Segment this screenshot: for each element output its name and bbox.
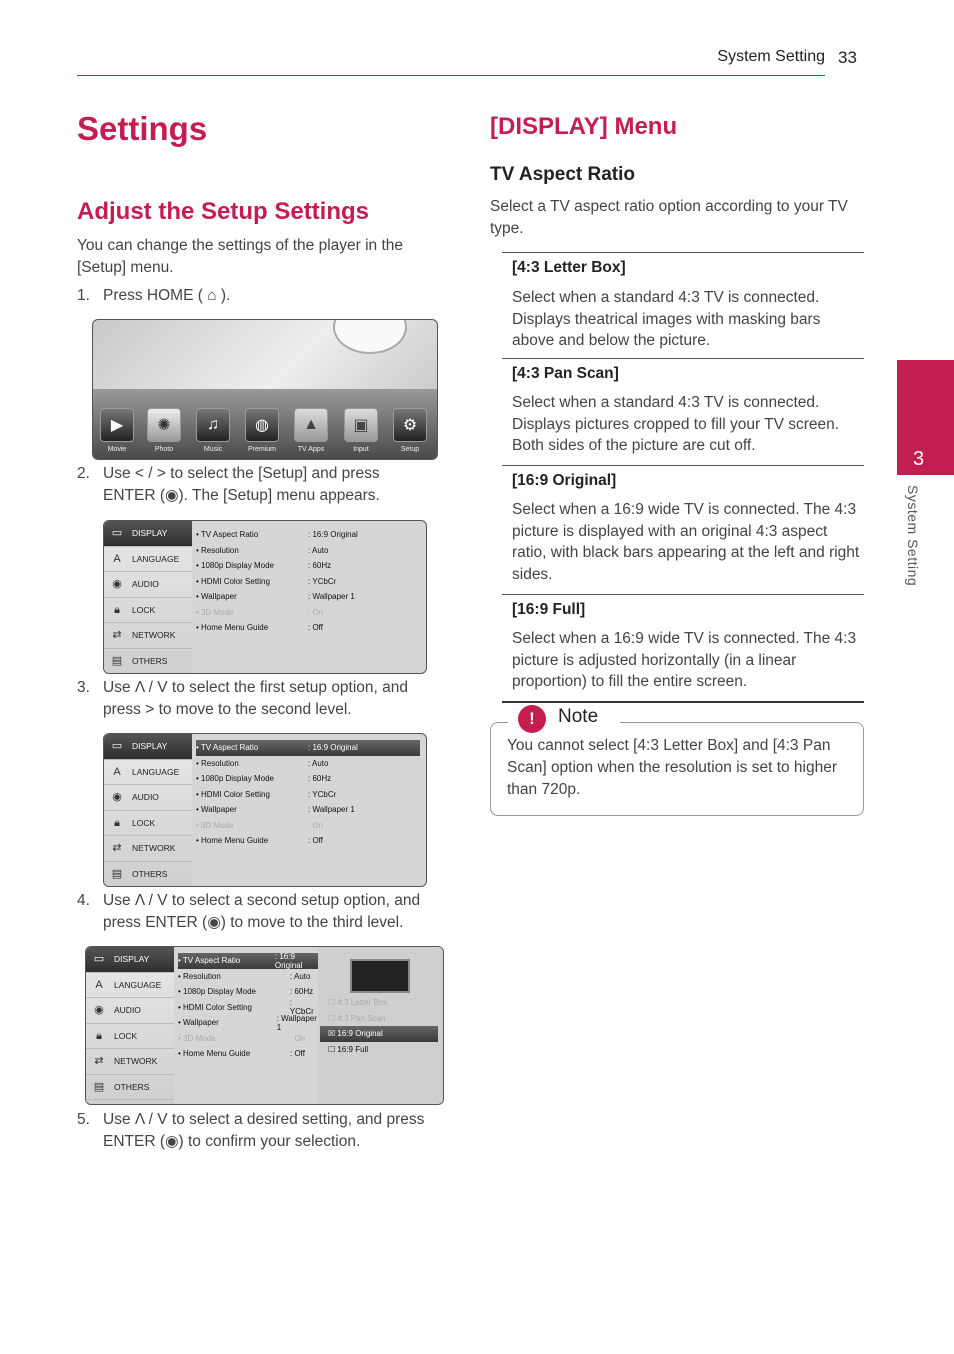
sidebar-item-network[interactable]: ⇄ NETWORK xyxy=(86,1049,174,1075)
lock-icon: 🔒︎ xyxy=(114,603,120,616)
sidebar-item-display[interactable]: ▭ DISPLAY xyxy=(86,947,174,973)
option-row[interactable]: • Wallpaper : Wallpaper 1 xyxy=(178,1013,317,1032)
home-item-premium[interactable]: ◍ Premium xyxy=(238,408,286,453)
header-rule xyxy=(77,75,825,76)
step-5: 5. Use Λ / V to select a desired setting, and press ENTER (◉) to confirm your selection. xyxy=(77,1109,457,1131)
network-icon: ⇄ xyxy=(112,842,122,855)
option-row-selected[interactable]: • TV Aspect Ratio : 16:9 Original xyxy=(196,740,420,756)
sidebar-item-others[interactable]: ▤ OTHERS xyxy=(104,862,192,888)
note-text: You cannot select [4:3 Letter Box] and [4:3 Pan Scan] option when the resolution is set to higher than 720p. xyxy=(507,737,838,798)
row-title: [4:3 Letter Box] xyxy=(512,259,626,276)
setup-menu-screenshot-2 xyxy=(103,733,427,887)
step-text: ENTER (◉). The [Setup] menu appears. xyxy=(103,487,380,504)
movie-icon: ▶ xyxy=(100,408,134,442)
setup-menu-screenshot-3 xyxy=(85,946,444,1105)
option-row[interactable]: • Wallpaper : Wallpaper 1 xyxy=(196,805,355,815)
option-table-row xyxy=(502,465,864,595)
step-text: Use Λ / V to select a second setup option, and xyxy=(103,892,421,909)
option-table-row xyxy=(502,252,864,359)
music-icon: ♫ xyxy=(196,408,230,442)
audio-icon: ◉ xyxy=(94,1004,104,1017)
step-4: 4. Use Λ / V to select a second setup option, and press ENTER (◉) to move to the third level. xyxy=(77,890,457,912)
option-row[interactable]: • Resolution : Auto xyxy=(196,545,329,555)
setup-menu-screenshot-1 xyxy=(103,520,427,674)
step-1 xyxy=(77,285,231,307)
option-table-row xyxy=(502,358,864,466)
step-text: ENTER (◉) to confirm your selection. xyxy=(103,1133,361,1150)
language-icon: A xyxy=(113,552,121,565)
others-icon: ▤ xyxy=(111,654,123,667)
home-item-music[interactable]: ♫ Music xyxy=(189,408,237,453)
network-icon: ⇄ xyxy=(94,1055,104,1068)
network-icon: ⇄ xyxy=(112,629,122,642)
row-text: Select when a 16:9 wide TV is connected. The 4:3 picture is displayed with an original 4:3 aspect ratio, with black bars appearing at the left and right sides. xyxy=(512,501,860,583)
sidebar-item-display[interactable]: ▭ DISPLAY xyxy=(104,734,192,760)
sidebar-item-lock[interactable]: 🔒︎ LOCK xyxy=(86,1024,174,1050)
chapter-label: System Setting xyxy=(905,485,921,587)
option-row-selected[interactable]: • TV Aspect Ratio : 16:9 Original xyxy=(178,953,318,969)
home-item-photo[interactable]: ✺ Photo xyxy=(140,408,188,453)
home-item-movie[interactable]: ▶ Movie xyxy=(93,408,141,453)
sub-option-selected[interactable]: ☒ 16:9 Original xyxy=(320,1026,438,1042)
option-row[interactable]: • 1080p Display Mode : 60Hz xyxy=(196,561,332,571)
sub-option[interactable]: ☐ 16:9 Full xyxy=(328,1044,369,1054)
home-item-input[interactable]: ▣ Input xyxy=(337,408,385,453)
disc-graphic xyxy=(333,319,407,354)
row-title: [16:9 Original] xyxy=(512,472,617,489)
option-row[interactable]: • Home Menu Guide : Off xyxy=(196,836,323,846)
home-item-setup[interactable]: ⚙ Setup xyxy=(386,408,434,453)
gear-icon: ⚙ xyxy=(393,408,427,442)
option-row[interactable]: • Wallpaper : Wallpaper 1 xyxy=(196,592,355,602)
option-row[interactable]: • Home Menu Guide : Off xyxy=(178,1049,305,1059)
row-text: Select when a 16:9 wide TV is connected. The 4:3 picture is adjusted horizontally (in a linear proportion) to fill the entire screen. xyxy=(512,630,857,690)
sidebar-item-network[interactable]: ⇄ NETWORK xyxy=(104,836,192,862)
home-menu-screenshot xyxy=(92,319,438,460)
others-icon: ▤ xyxy=(111,867,123,880)
lock-icon: 🔒︎ xyxy=(96,1029,102,1042)
intro-text: You can change the settings of the player in the [Setup] menu. xyxy=(77,237,404,276)
display-icon: ▭ xyxy=(111,740,123,753)
sidebar-item-network[interactable]: ⇄ NETWORK xyxy=(104,623,192,649)
option-table-row xyxy=(502,594,864,703)
option-row[interactable]: • HDMI Color Setting : YCbCr xyxy=(178,998,314,1017)
sidebar-item-others[interactable]: ▤ OTHERS xyxy=(104,649,192,675)
sub-option[interactable]: ☐ 4:3 Pan Scan xyxy=(328,1013,386,1023)
sub-option[interactable]: ☐ 4:3 Letter Box xyxy=(328,998,388,1008)
subheading: TV Aspect Ratio xyxy=(490,164,635,185)
home-item-tv-apps[interactable]: ▲ TV Apps xyxy=(287,408,335,453)
sidebar-item-audio[interactable]: ◉ AUDIO xyxy=(104,785,192,811)
chapter-number: 3 xyxy=(913,448,925,470)
chapter-tab xyxy=(897,360,954,475)
option-row[interactable]: • Resolution : Auto xyxy=(196,758,329,768)
option-row: • 3D Mode : On xyxy=(196,607,324,617)
sub-menu-panel xyxy=(318,947,443,1104)
lock-icon: 🔒︎ xyxy=(114,816,120,829)
photo-icon: ✺ xyxy=(147,408,181,442)
note-label: Note xyxy=(558,706,599,727)
sidebar-item-audio[interactable]: ◉ AUDIO xyxy=(104,572,192,598)
option-row[interactable]: • TV Aspect Ratio : 16:9 Original xyxy=(196,530,358,540)
header-section: System Setting xyxy=(717,48,825,65)
row-text: Select when a standard 4:3 TV is connected. Displays theatrical images with masking bars above and below the picture. xyxy=(512,289,821,349)
sidebar-item-lock[interactable]: 🔒︎ LOCK xyxy=(104,811,192,837)
row-title: [4:3 Pan Scan] xyxy=(512,365,619,382)
display-icon: ▭ xyxy=(111,527,123,540)
step-text: Use < / > to select the [Setup] and press xyxy=(103,465,380,482)
step-3: 3. Use Λ / V to select the first setup option, and press > to move to the second level. xyxy=(77,677,457,699)
right-intro: Select a TV aspect ratio option according to your TV type. xyxy=(490,198,848,237)
option-row[interactable]: • HDMI Color Setting : YCbCr xyxy=(196,789,337,799)
exclamation-icon: ! xyxy=(518,705,546,733)
sidebar-item-others[interactable]: ▤ OTHERS xyxy=(86,1075,174,1101)
audio-icon: ◉ xyxy=(112,791,122,804)
page-number: 33 xyxy=(838,48,857,67)
sidebar-item-lock[interactable]: 🔒︎ LOCK xyxy=(104,598,192,624)
language-icon: A xyxy=(113,765,121,778)
others-icon: ▤ xyxy=(93,1080,105,1093)
sidebar-item-language[interactable]: A LANGUAGE xyxy=(104,760,192,786)
option-row: • 3D Mode : On xyxy=(178,1033,306,1043)
section-heading: Adjust the Setup Settings xyxy=(77,198,370,225)
option-row[interactable]: • Home Menu Guide : Off xyxy=(196,623,323,633)
display-icon: ▭ xyxy=(93,953,105,966)
row-text: Select when a standard 4:3 TV is connected. Displays pictures cropped to fill your TV screen. Both sides of the picture are cut off. xyxy=(512,394,840,454)
step-text: Use Λ / V to select the first setup option, and xyxy=(103,679,409,696)
globe-icon: ◍ xyxy=(245,408,279,442)
tv-preview-icon xyxy=(350,959,410,993)
sidebar-item-language[interactable]: A LANGUAGE xyxy=(86,973,174,999)
apps-icon: ▲ xyxy=(294,408,328,442)
sidebar-item-audio[interactable]: ◉ AUDIO xyxy=(86,998,174,1024)
audio-icon: ◉ xyxy=(112,578,122,591)
option-row: • 3D Mode : On xyxy=(196,820,324,830)
sidebar-item-display[interactable]: ▭ DISPLAY xyxy=(104,521,192,547)
option-row[interactable]: • Resolution : Auto xyxy=(178,971,311,981)
step-text: press ENTER (◉) to move to the third level. xyxy=(103,914,404,931)
step-2: 2. Use < / > to select the [Setup] and press ENTER (◉). The [Setup] menu appears. xyxy=(77,463,457,485)
language-icon: A xyxy=(95,978,103,991)
step-text: Press HOME ( ⌂ ). xyxy=(103,287,231,304)
page-title: Settings xyxy=(77,110,208,147)
step-text: press > to move to the second level. xyxy=(103,701,352,718)
option-row[interactable]: • 1080p Display Mode : 60Hz xyxy=(196,774,332,784)
step-number: 1. xyxy=(77,287,90,304)
step-text: Use Λ / V to select a desired setting, and press xyxy=(103,1111,425,1128)
row-title: [16:9 Full] xyxy=(512,601,586,618)
option-row[interactable]: • 1080p Display Mode : 60Hz xyxy=(178,987,314,997)
sidebar-item-language[interactable]: A LANGUAGE xyxy=(104,547,192,573)
input-icon: ▣ xyxy=(344,408,378,442)
display-menu-heading: [DISPLAY] Menu xyxy=(490,113,678,140)
option-row[interactable]: • HDMI Color Setting : YCbCr xyxy=(196,576,337,586)
